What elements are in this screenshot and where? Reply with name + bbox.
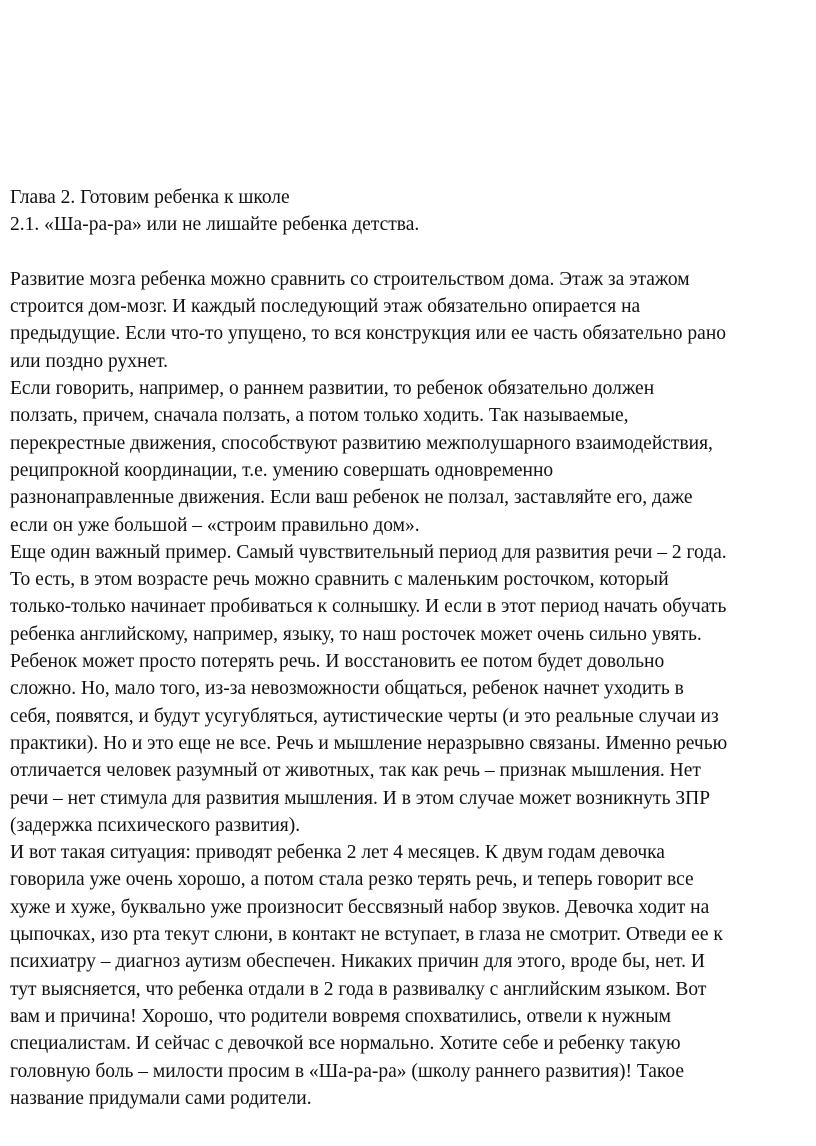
text-line: или поздно рухнет. [10, 350, 169, 372]
text-line: если он уже большой – «строим правильно дом». [10, 514, 420, 536]
blank-line [10, 239, 810, 266]
chapter-title: Глава 2. Готовим ребенка к школе [10, 187, 290, 208]
text-line: головную боль – милости просим в «Ша-ра-ра» (школу раннего развития)! Такое [10, 1060, 685, 1082]
text-line: практики). Но и это еще не все. Речь и мышление неразрывно связаны. Именно речью [10, 732, 728, 754]
text-line: ребенка английскому, например, языку, то наш росточек может очень сильно увять. [10, 623, 702, 645]
text-line: реципрокной координации, т.е. умению совершать одновременно [10, 459, 554, 481]
text-line: говорила уже очень хорошо, а потом стала резко терять речь, и теперь говорит все [10, 869, 694, 891]
text-line: сложно. Но, мало того, из-за невозможности общаться, ребенок начнет уходить в [10, 678, 684, 700]
text-line: И вот такая ситуация: приводят ребенка 2 лет 4 месяцев. К двум годам девочка [10, 842, 665, 864]
text-line: перекрестные движения, способствуют развитию межполушарного взаимодействия, [10, 432, 713, 454]
text-line: (задержка психического развития). [10, 814, 301, 836]
text-line: специалистам. И сейчас с девочкой все нормально. Хотите себе и ребенку такую [10, 1033, 681, 1055]
text-line: строится дом-мозг. И каждый последующий этаж обязательно опирается на [10, 296, 641, 318]
text-line: Если говорить, например, о раннем развитии, то ребенок обязательно должен [10, 378, 655, 400]
section-title: 2.1. «Ша-ра-ра» или не лишайте ребенка детства. [10, 214, 420, 236]
text-line: название придумали сами родители. [10, 1087, 312, 1109]
text-line: То есть, в этом возрасте речь можно сравнить с маленьким росточком, который [10, 569, 669, 591]
text-line: ползать, причем, сначала ползать, а потом только ходить. Так называемые, [10, 405, 629, 427]
paragraph-3 [10, 539, 810, 839]
paragraph-4 [10, 839, 810, 1112]
paragraph-1 [10, 266, 810, 375]
text-line: Ребенок может просто потерять речь. И восстановить ее потом будет довольно [10, 651, 665, 673]
text-line: разнонаправленные движения. Если ваш ребенок не ползал, заставляйте его, даже [10, 487, 693, 509]
text-line: речи – нет стимула для развития мышления. И в этом случае может возникнуть ЗПР [10, 787, 711, 809]
text-line: себя, появятся, и будут усугубляться, аутистические черты (и это реальные случаи из [10, 705, 719, 727]
text-line: Еще один важный пример. Самый чувствительный период для развития речи – 2 года. [10, 541, 727, 563]
text-line: только-только начинает пробиваться к солнышку. И если в этот период начать обучать [10, 596, 727, 618]
text-line: предыдущие. Если что-то упущено, то вся конструкция или ее часть обязательно рано [10, 323, 727, 345]
text-line: хуже и хуже, буквально уже произносит бессвязный набор звуков. Девочка ходит на [10, 896, 710, 918]
paragraph-2 [10, 375, 810, 539]
text-line: психиатру – диагноз аутизм обеспечен. Никаких причин для этого, вроде бы, нет. И [10, 951, 705, 973]
text-line: тут выясняется, что ребенка отдали в 2 года в развивалку с английским языком. Вот [10, 978, 707, 1000]
text-line: Развитие мозга ребенка можно сравнить со строительством дома. Этаж за этажом [10, 268, 690, 290]
text-line: вам и причина! Хорошо, что родители вовремя спохватились, отвели к нужным [10, 1005, 671, 1027]
document-body [10, 184, 810, 1112]
text-line: отличается человек разумный от животных, так как речь – признак мышления. Нет [10, 760, 701, 782]
text-line: цыпочках, изо рта текут слюни, в контакт не вступает, в глаза не смотрит. Отведи ее к [10, 924, 723, 946]
